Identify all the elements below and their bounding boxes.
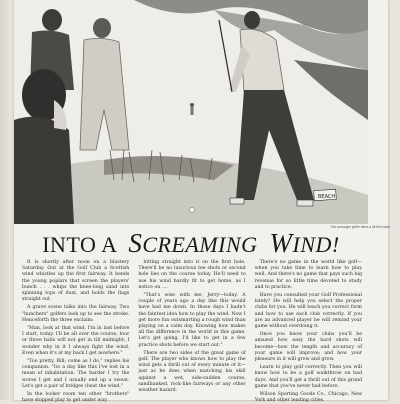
body-columns [22, 260, 362, 404]
paragraph: There's no game in the world like golf—when you take time to learn how to play well. And there's no game that pays such big revenue for so little time devoted to study and to practice. [254, 260, 362, 290]
paragraph: Have you consulted your Golf Professional lately? He will help you select the proper clubs for you. He will teach you correct form and how to use each club correctly. If you are an advanced player he will remind your game without overdoing it. [254, 293, 362, 330]
sign-label: BEACH [318, 194, 336, 200]
column-1 [22, 260, 130, 404]
golf-illustration [14, 0, 368, 224]
scan-page-edge [0, 0, 14, 400]
column-2 [138, 260, 245, 400]
paragraph: "That's wise with me, Jerry—today. A couple of years ago a day like this would have had me down. In those days I hadn't the faintest idea how to play the wind. Now I get more fun outsmarting a rough wind than playing on a calm day. Knowing how makes all the difference in the world in this game. Let's get going. I'd like to get in a few practice shots before we start out." [138, 293, 246, 348]
illustration-caption: This scrounger golfer takes a hit from wind [329, 225, 390, 229]
headline-word-screaming: CREAMING [142, 232, 258, 257]
headline-into-a: INTO A [42, 232, 117, 257]
paragraph: A grave scene talks into the fairway. Two "hunchers" golfers look up to see the stroke. Henceforth the three exclaim: [22, 305, 130, 323]
paragraph: Wilson Sporting Goods Co., Chicago, New York and other leading cities. [254, 392, 362, 404]
paragraph: "Man, look at that wind. I'm in last before I start, today. I'll be all over the course, four or three balls will not get in till midnight; I wonder why in it I always fight the wind. Even when it's at my back I get nowhere." [22, 326, 130, 356]
headline [14, 226, 368, 260]
paragraph: In the locker room ten other "brothers" have stopped play to get under way. [22, 392, 130, 404]
paragraph: Once you know your clubs you'll be amazed how easy the hard shots will become—how the length and accuracy of your game will improve; and how your pleasure in it will grow and grow. [254, 332, 362, 363]
paragraph: "Too pretty, Bill; come as I do," replies his companion. "Go a day like this I've lost in a mean of inhabitation. The harder I try the worse I get and I usually end up a sweat. Let's get a pair of bridges (beat the wind." [22, 359, 130, 389]
headline-word-wind: IND! [292, 232, 340, 257]
headline-cap-w: W [269, 228, 293, 258]
paragraph: hitting straight into it on the first hole. There'll be no luxurious tee shots or second hole lies on the course today. He'll need to use his wind hardly fit to get home, as I notice on .... [138, 260, 246, 290]
paragraph: It is shortly after noon on a blustery Saturday. Out at the Golf Club a Scottish wind whistles up the first fairway. It bends the young poplars that screen the players' bunch . . . whips the knee-long sand into spinning tops of dust, and holds the flags straight out. [22, 260, 130, 303]
headline-cap-s: S [128, 228, 143, 258]
paragraph: Learn to play golf correctly. Then you will know how to be a golf walkthrow on bad days. And you'll get a thrill out of this grand game that you've never had before. [254, 365, 362, 389]
paragraph: There are two sides of the great game of golf. The player who knows how to play the wind gets a thrill out of every minute of it—just as he does when matching his skill against a wet, side-sudden course, sandbanked, rock-like fairways or any other weather hazard. [138, 350, 246, 394]
column-3 [254, 260, 362, 404]
